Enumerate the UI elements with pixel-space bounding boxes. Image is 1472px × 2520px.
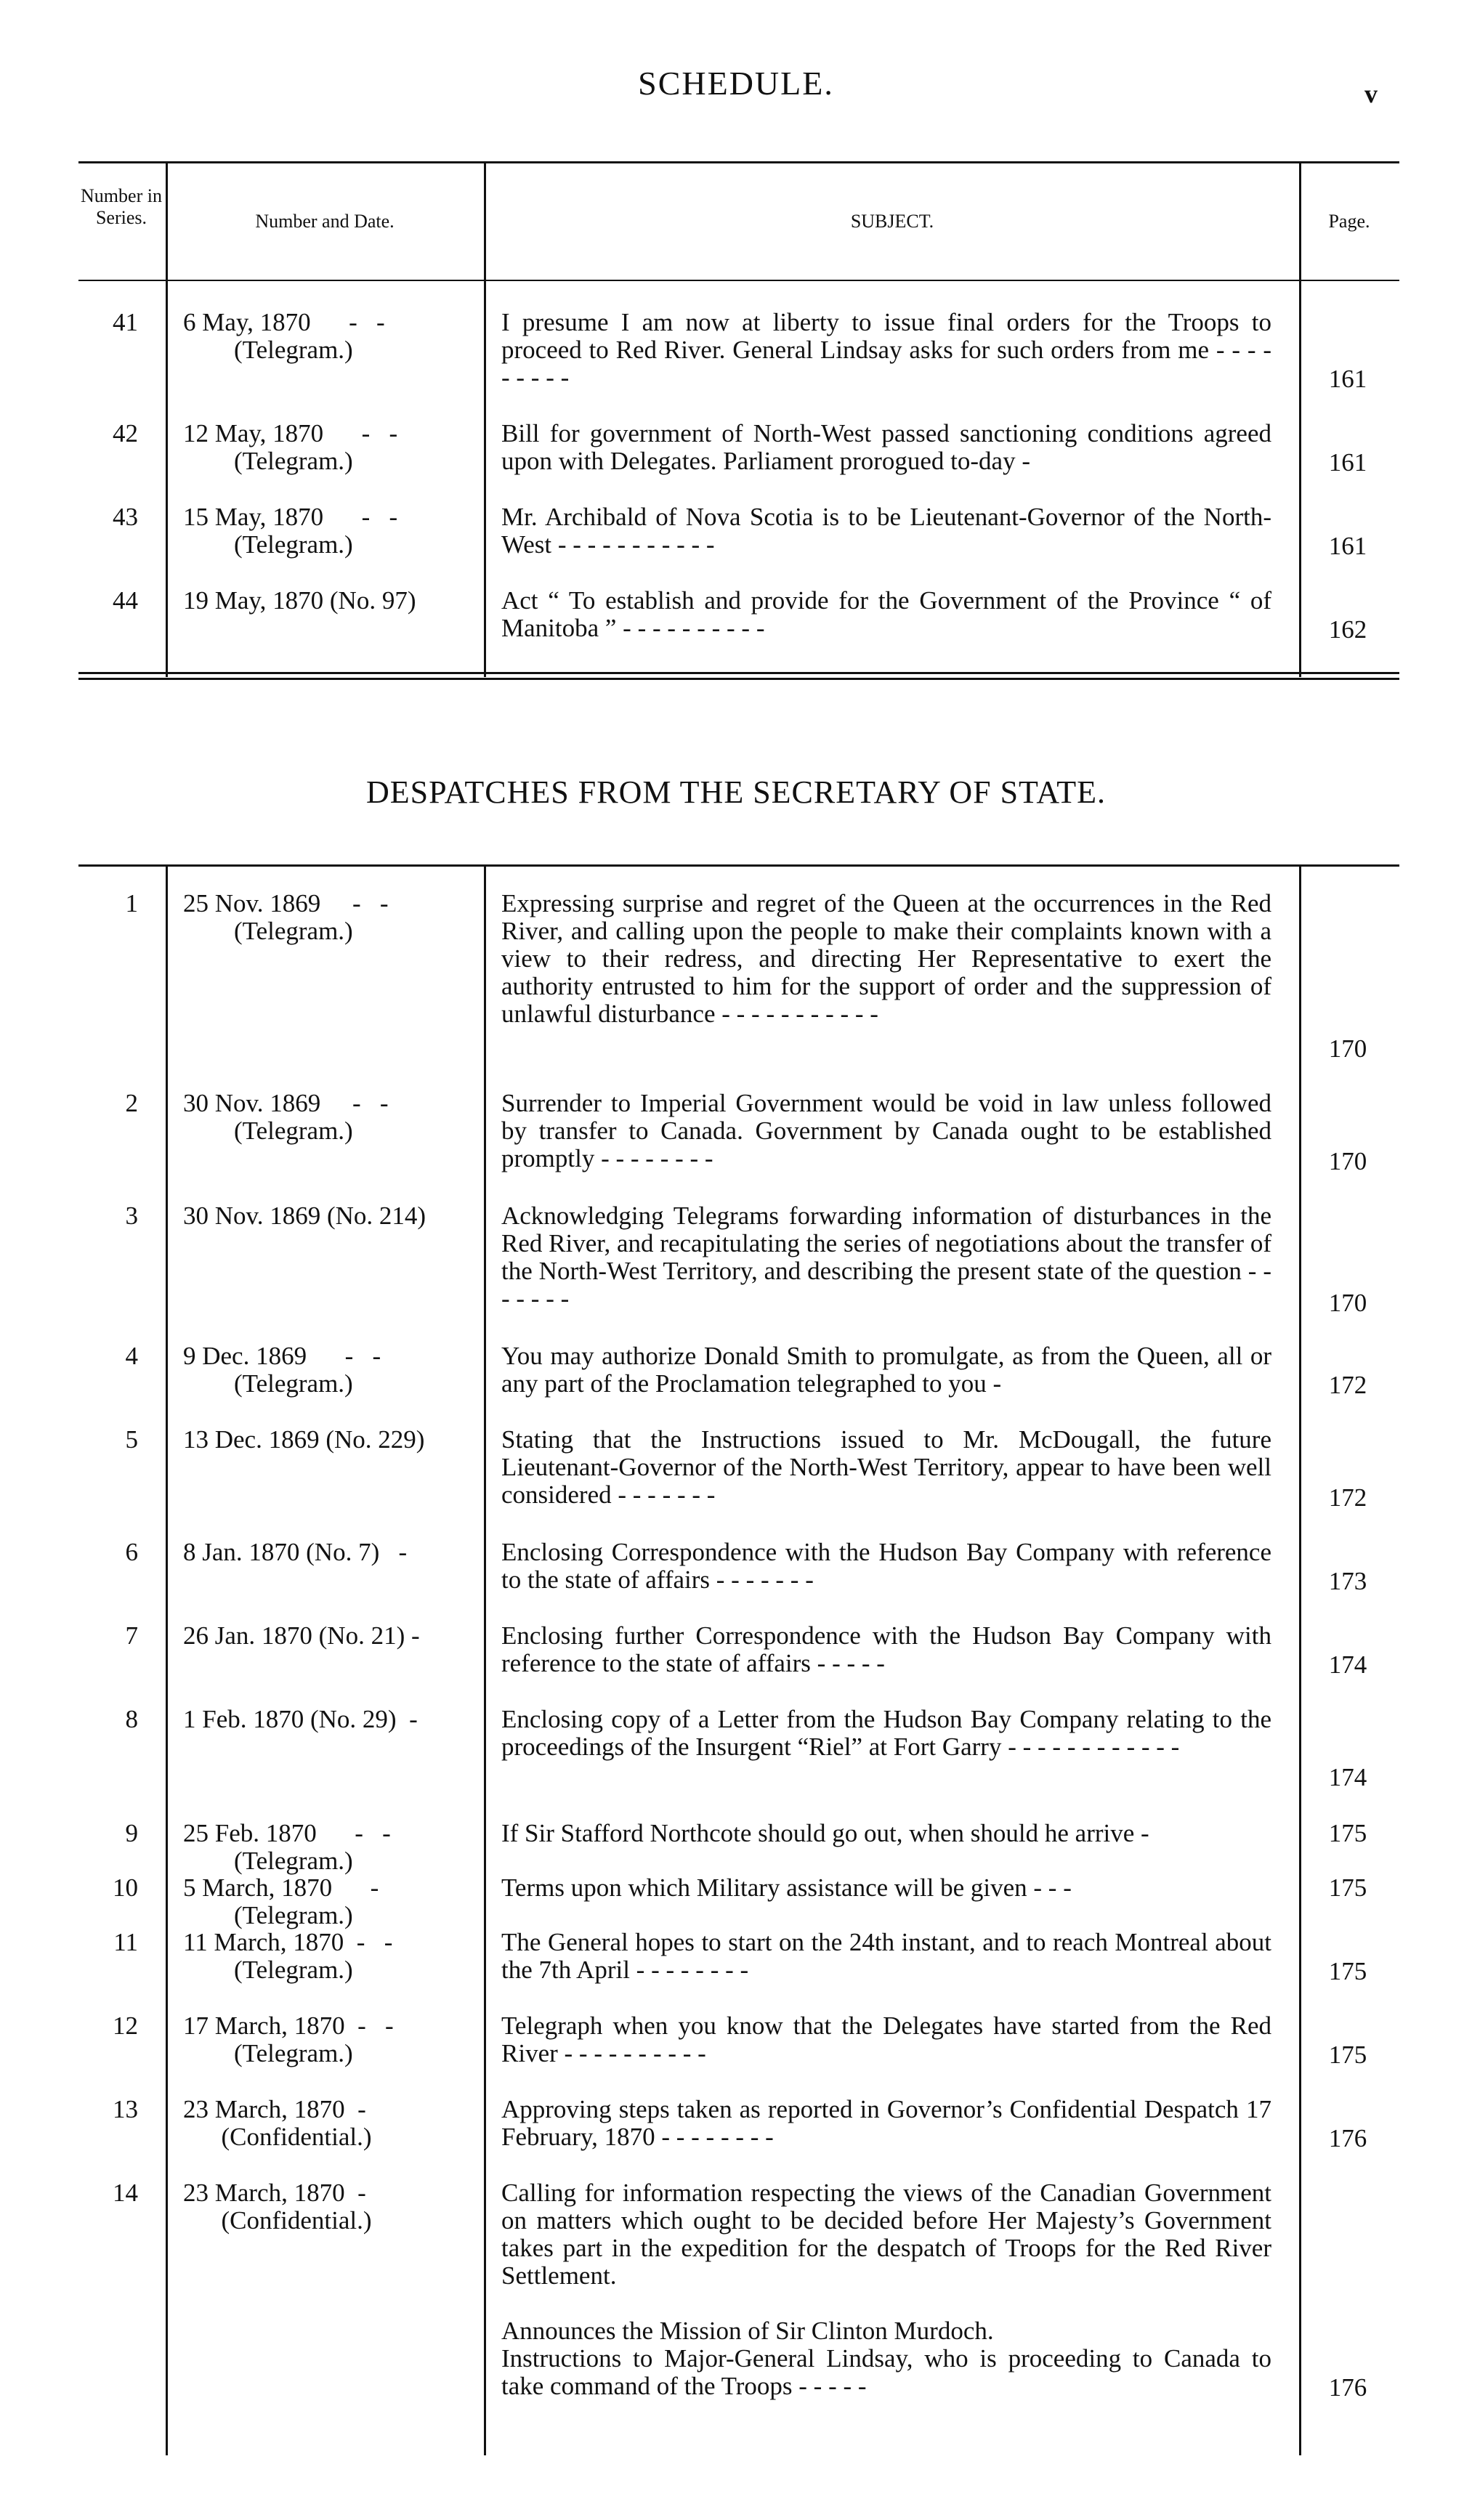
subject-text: Terms upon which Military assistance will be given - - -	[501, 1873, 1072, 1902]
date-cell: 25 Nov. 1869 - - (Telegram.)	[183, 889, 389, 945]
page-number: 161	[1328, 365, 1367, 393]
date-cell: 17 March, 1870 - - (Telegram.)	[183, 2011, 394, 2067]
date-cell: 23 March, 1870 - (Confidential.)	[183, 2179, 372, 2235]
date-cell: 30 Nov. 1869 - - (Telegram.)	[183, 1089, 389, 1145]
subject-text: Bill for government of North-West passed sanctioning conditions agreed upon with Delegates. Parliament prorogued to-day -	[501, 419, 1271, 475]
section-title: DESPATCHES FROM THE SECRETARY OF STATE.	[365, 774, 1107, 810]
subject-text: The General hopes to start on the 24th instant, and to reach Montreal about the 7th April - - - - - - - -	[501, 1928, 1271, 1984]
series-number: 7	[125, 1621, 138, 1650]
date-cell: 12 May, 1870 - - (Telegram.)	[183, 419, 398, 475]
subject-text: Telegraph when you know that the Delegates have started from the Red River - - - - - - - - - -	[501, 2011, 1271, 2067]
subject-text: Stating that the Instructions issued to Mr. McDougall, the future Lieutenant-Governor of the North-West Territory, appear to have been well considered - - - - - - -	[501, 1425, 1271, 1509]
page-number: 172	[1328, 1371, 1367, 1399]
series-number: 6	[125, 1538, 138, 1566]
date-cell: 8 Jan. 1870 (No. 7) -	[183, 1538, 408, 1566]
column-divider	[1299, 864, 1301, 2455]
table-rule	[78, 864, 1399, 867]
date-cell: 5 March, 1870 - (Telegram.)	[183, 1873, 379, 1929]
subject-text: Calling for information respecting the views of the Canadian Government on matters which ought to be decided before Her Majesty’s Government takes part in the expedition for the despatch of Troops for the Red River Settlement.	[501, 2179, 1271, 2290]
subject-text: Announces the Mission of Sir Clinton Murdoch.	[501, 2317, 994, 2345]
column-divider	[166, 864, 168, 2455]
series-number: 11	[113, 1928, 138, 1956]
date-cell: 1 Feb. 1870 (No. 29) -	[183, 1705, 418, 1733]
date-cell: 25 Feb. 1870 - - (Telegram.)	[183, 1819, 391, 1875]
series-number: 10	[113, 1873, 138, 1902]
series-number: 8	[125, 1705, 138, 1733]
column-header-page: Page.	[1328, 211, 1370, 232]
column-divider	[484, 864, 486, 2455]
page-number: 161	[1328, 532, 1367, 560]
subject-text: Enclosing further Correspondence with the Hudson Bay Company with reference to the state of affairs - - - - -	[501, 1621, 1271, 1677]
date-cell: 26 Jan. 1870 (No. 21) -	[183, 1621, 420, 1650]
page-number: 176	[1328, 2124, 1367, 2152]
page-number: 173	[1328, 1567, 1367, 1595]
series-number: 5	[125, 1425, 138, 1454]
subject-text: Instructions to Major-General Lindsay, who is proceeding to Canada to take command of the Troops - - - - -	[501, 2344, 1271, 2400]
column-header-series: Number in Series.	[81, 185, 162, 228]
series-number: 1	[125, 889, 138, 917]
page-number: 162	[1328, 615, 1367, 644]
page-number: 175	[1328, 1819, 1367, 1847]
series-number: 44	[113, 586, 138, 615]
subject-text: Surrender to Imperial Government would be void in law unless followed by transfer to Canada. Government by Canada ought to be established promptly - - - - - - - -	[501, 1089, 1271, 1172]
subject-text: Expressing surprise and regret of the Queen at the occurrences in the Red River, and calling upon the people to make their complaints known with a view to their redress, and directing Her Representative to exert the authority entrusted to him for the support of order and the suppression of unlawful disturbance - - - - - - - - - - -	[501, 889, 1271, 1028]
page-numeral: v	[1364, 79, 1378, 108]
page-number: 161	[1328, 448, 1367, 477]
date-cell: 30 Nov. 1869 (No. 214)	[183, 1202, 426, 1230]
subject-text: Mr. Archibald of Nova Scotia is to be Lieutenant-Governor of the North-West - - - - - - - - - - -	[501, 503, 1271, 559]
page-title: SCHEDULE.	[638, 65, 834, 102]
page-number: 170	[1328, 1034, 1367, 1063]
table-rule	[78, 161, 1399, 163]
subject-text: Acknowledging Telegrams forwarding information of disturbances in the Red River, and recapitulating the series of negotiations about the transfer of the North-West Territory, and describing the present state of the question - - - - - - -	[501, 1202, 1271, 1313]
page-number: 175	[1328, 1873, 1367, 1902]
series-number: 43	[113, 503, 138, 531]
date-cell: 19 May, 1870 (No. 97)	[183, 586, 416, 615]
series-number: 2	[125, 1089, 138, 1117]
column-header-subject: SUBJECT.	[850, 211, 934, 232]
series-number: 4	[125, 1342, 138, 1370]
date-cell: 11 March, 1870 - - (Telegram.)	[183, 1928, 393, 1984]
subject-text: Enclosing copy of a Letter from the Hudson Bay Company relating to the proceedings of the Insurgent “Riel” at Fort Garry - - - - - - - - - - - -	[501, 1705, 1271, 1761]
page-number: 175	[1328, 1957, 1367, 1985]
column-header-number-date: Number and Date.	[255, 211, 395, 232]
subject-text: Enclosing Correspondence with the Hudson Bay Company with reference to the state of affairs - - - - - - -	[501, 1538, 1271, 1594]
date-cell: 15 May, 1870 - - (Telegram.)	[183, 503, 398, 559]
series-number: 3	[125, 1202, 138, 1230]
series-number: 41	[113, 308, 138, 336]
date-cell: 9 Dec. 1869 - - (Telegram.)	[183, 1342, 381, 1398]
table-rule	[78, 672, 1399, 674]
subject-text: I presume I am now at liberty to issue final orders for the Troops to proceed to Red River. General Lindsay asks for such orders from me - - - - - - - - -	[501, 308, 1271, 392]
subject-text: If Sir Stafford Northcote should go out, when should he arrive -	[501, 1819, 1149, 1847]
page-number: 170	[1328, 1147, 1367, 1175]
subject-text: Approving steps taken as reported in Governor’s Confidential Despatch 17 February, 1870 - - - - - - - -	[501, 2095, 1271, 2151]
table-rule	[78, 678, 1399, 680]
column-divider	[484, 161, 486, 677]
page-number: 175	[1328, 2041, 1367, 2069]
subject-text: You may authorize Donald Smith to promulgate, as from the Queen, all or any part of the Proclamation telegraphed to you -	[501, 1342, 1271, 1398]
page-number: 172	[1328, 1483, 1367, 1512]
page-number: 174	[1328, 1763, 1367, 1791]
series-number: 13	[113, 2095, 138, 2123]
column-divider	[166, 161, 168, 677]
date-cell: 6 May, 1870 - - (Telegram.)	[183, 308, 385, 364]
series-number: 14	[113, 2179, 138, 2207]
subject-cell	[501, 309, 1271, 392]
series-number: 9	[125, 1819, 138, 1847]
column-divider	[1299, 161, 1301, 677]
date-cell: 13 Dec. 1869 (No. 229)	[183, 1425, 425, 1454]
page-number: 176	[1328, 2373, 1367, 2402]
page-number: 170	[1328, 1289, 1367, 1317]
date-cell: 23 March, 1870 - (Confidential.)	[183, 2095, 372, 2151]
subject-text: Act “ To establish and provide for the Government of the Province “ of Manitoba ” - - - - - - - - - -	[501, 586, 1271, 642]
series-number: 12	[113, 2011, 138, 2040]
page-number: 174	[1328, 1650, 1367, 1679]
table-rule	[78, 280, 1399, 281]
series-number: 42	[113, 419, 138, 447]
